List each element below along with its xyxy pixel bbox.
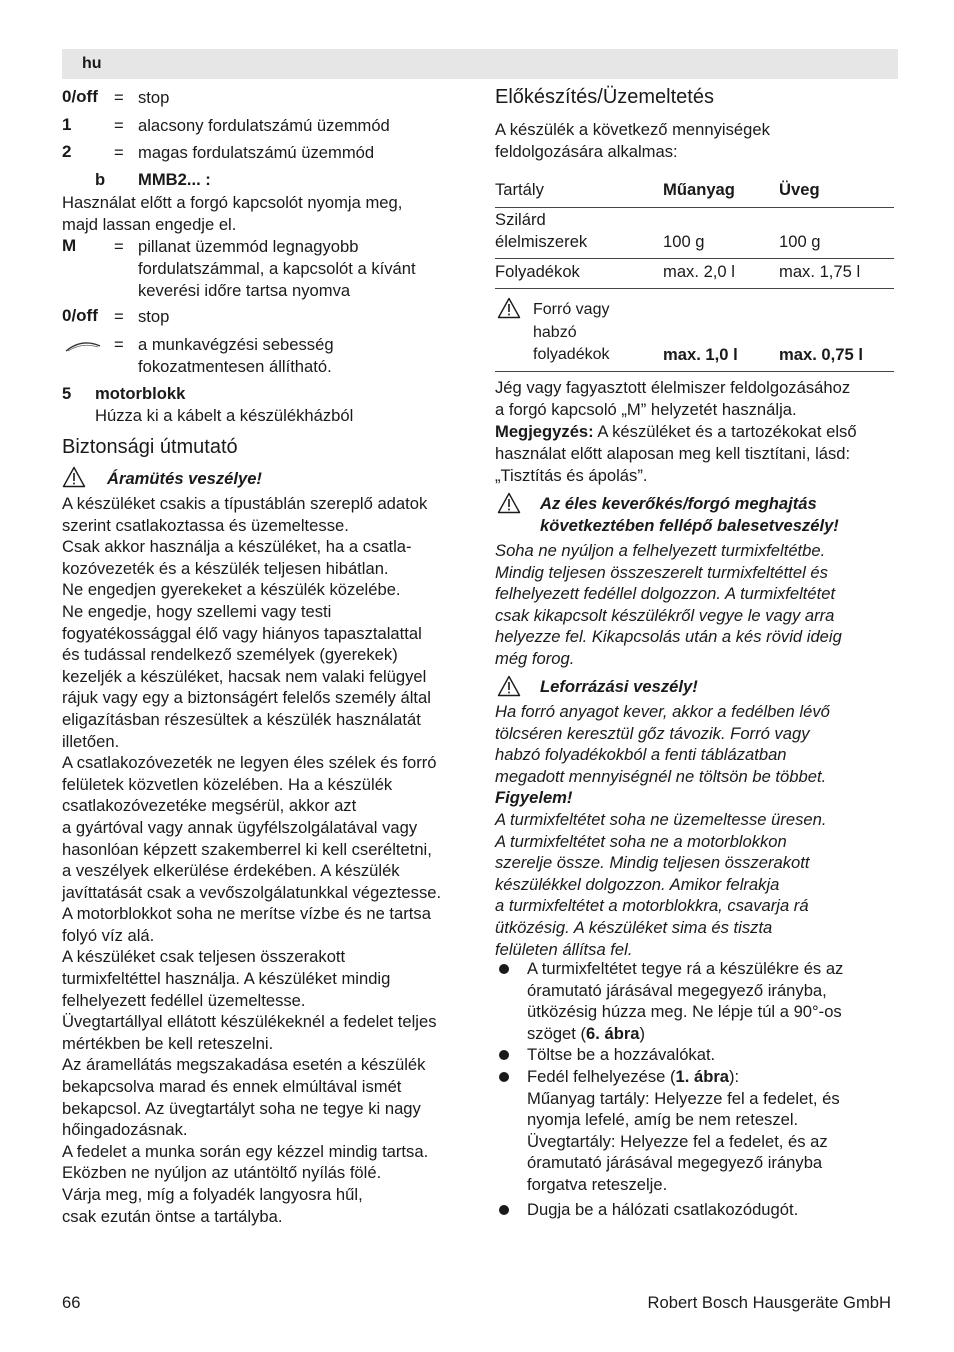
warning-icon — [497, 675, 521, 697]
safety-line: bekapcsolva marad és ennek elmúltával ismét — [62, 1077, 402, 1097]
safety-line: illetően. — [62, 731, 120, 751]
table-divider — [495, 258, 894, 259]
bullet-line: óramutató járásával megegyező irányba — [527, 1153, 823, 1173]
blade-warning: Az éles keverőkés/forgó meghajtás — [540, 494, 817, 513]
note-body: A készüléket és a tartozékokat első — [593, 422, 857, 441]
safety-line: felületek közvetlen közelében. Ha a készülék — [62, 774, 393, 794]
safety-line: A készüléket csakis a típustáblán szereplő adatok — [62, 494, 428, 513]
scald-text — [495, 701, 895, 960]
safety-line: Eközben ne nyúljon az utántöltő nyílás fölé. — [62, 1163, 382, 1183]
bullet-line — [527, 1066, 895, 1088]
mode-key: 1 — [62, 115, 72, 134]
scald-line: megadott mennyiségnél ne töltsön be többet. — [495, 766, 827, 786]
attention-label: Figyelem! — [495, 788, 573, 808]
bullet-line: forgatva reteszelje. — [527, 1174, 668, 1194]
bullet-line: A turmixfeltétet tegye rá a készülékre és az — [527, 959, 844, 978]
intro-text: A készülék a következő mennyiségek — [495, 120, 770, 139]
safety-line: kozóvezeték és a készülék teljesen hibátlan. — [62, 558, 389, 578]
off-eq: = — [114, 307, 124, 326]
mode-eq: = — [114, 116, 124, 135]
table-cell: folyadékok — [533, 346, 610, 363]
attention-line: a turmixfeltétet a motorblokkra, csavarja rá — [495, 896, 809, 916]
warning-icon — [497, 492, 521, 514]
safety-line: hőingadozásnak. — [62, 1120, 188, 1140]
safety-line: javíttatását csak a vevőszolgálatunkkal végeztesse. — [62, 882, 442, 902]
figure-ref: 1. ábra — [675, 1067, 730, 1086]
bullet-line — [527, 1023, 895, 1045]
table-divider — [495, 207, 894, 208]
bullet-line: ütközésig húzza meg. Ne lépje túl a 90°-os — [527, 1002, 842, 1022]
safety-line: A csatlakozóvezeték ne legyen éles szélek és forró — [62, 753, 437, 773]
dial-text: fokozatmentesen állítható. — [138, 357, 332, 376]
safety-line: kezeljék a készüléket, hacsak nem valaki felügyel — [62, 666, 427, 686]
bullet-item — [527, 1066, 895, 1196]
safety-line: csak ezután öntse a tartályba. — [62, 1206, 283, 1226]
m-eq: = — [114, 237, 124, 256]
safety-line: A motorblokkot soha ne merítse vízbe és ne tartsa — [62, 904, 431, 924]
safety-line: Üvegtartállyal ellátott készülékeknél a fedelet teljes — [62, 1012, 437, 1032]
warning-icon — [497, 297, 521, 319]
shock-warning: Áramütés veszélye! — [107, 469, 262, 488]
attention-line: A turmixfeltétet soha ne a motorblokkon — [495, 831, 787, 851]
mode-text: alacsony fordulatszámú üzemmód — [138, 116, 390, 135]
note-text: használat előtt alaposan meg kell tisztítani, lásd: — [495, 444, 851, 463]
bullet-line: Műanyag tartály: Helyezze fel a fedelet, és — [527, 1088, 840, 1108]
safety-line: Az áramellátás megszakadása esetén a készülék — [62, 1055, 426, 1075]
table-header: Tartály — [495, 180, 544, 199]
mode-text: magas fordulatszámú üzemmód — [138, 143, 375, 162]
safety-line: a gyártóval vagy annak ügyfélszolgálatával vagy — [62, 817, 418, 837]
blade-line: helyezze fel. Kikapcsolás után a kés rövid ideig — [495, 627, 842, 647]
table-header: Műanyag — [663, 180, 735, 199]
mode-eq: = — [114, 88, 124, 107]
scald-line: tölcséren keresztül gőz távozik. Forró vagy — [495, 723, 810, 743]
note-text: „Tisztítás és ápolás”. — [495, 466, 648, 485]
attention-line: felületen állítsa fel. — [495, 939, 633, 959]
safety-line: szerint csatlakoztassa és üzemeltesse. — [62, 515, 349, 535]
bullet-line: Üvegtartály: Helyezze fel a fedelet, és az — [527, 1131, 828, 1151]
b-text: majd lassan engedje el. — [62, 215, 237, 234]
attention-line: szerelje össze. Mindig teljesen összerakott — [495, 853, 810, 873]
attention-line: ütközésig. A készüléket sima és tiszta — [495, 917, 773, 937]
safety-line: folyó víz alá. — [62, 925, 155, 945]
blade-line: Soha ne nyúljon a felhelyezett turmixfeltétbe. — [495, 541, 826, 560]
safety-line: mértékben be kell reteszelni. — [62, 1033, 274, 1053]
table-cell: max. 0,75 l — [779, 345, 863, 364]
bullet-dot — [499, 1050, 509, 1060]
language-bar — [62, 49, 898, 79]
off-key: 0/off — [62, 306, 98, 325]
safety-line: hasonlóan képzett szakemberrel ki kell cseréltetni, — [62, 839, 432, 859]
bullet-dot — [499, 964, 509, 974]
blade-line: csak kikapcsolt készülékről vegye le vagy arra — [495, 605, 835, 625]
safety-line: Ne engedjen gyerekeket a készülék közelébe. — [62, 580, 401, 600]
safety-line: A fedelet a munka során egy kézzel mindig tartsa. — [62, 1141, 429, 1161]
attention-line: készülékkel dolgozzon. Amikor felrakja — [495, 874, 780, 894]
note-text — [495, 421, 895, 443]
scald-line: Ha forró anyagot kever, akkor a fedélben lévő — [495, 702, 830, 721]
off-text: stop — [138, 307, 170, 326]
safety-line: Ne engedje, hogy szellemi vagy testi — [62, 601, 332, 621]
speed-dial-icon — [64, 336, 102, 354]
safety-line: a veszélyek elkerülése érdekében. A készülék — [62, 861, 400, 881]
safety-heading: Biztonsági útmutató — [62, 436, 238, 458]
table-cell: max. 1,0 l — [663, 345, 738, 364]
m-text: fordulatszámmal, a kapcsolót a kívánt — [138, 259, 416, 278]
m-text: keverési időre tartsa nyomva — [138, 281, 351, 300]
bullet-dot — [499, 1072, 509, 1082]
safety-line: Várja meg, míg a folyadék langyosra hűl, — [62, 1185, 363, 1204]
b-title: MMB2... : — [138, 170, 211, 189]
bullet-text: ): — [729, 1067, 740, 1086]
b-text: Használat előtt a forgó kapcsolót nyomja meg, — [62, 193, 403, 212]
table-divider — [495, 371, 894, 372]
safety-line: csatlakozóvezetéke megsérül, akkor azt — [62, 796, 357, 816]
five-title: motorblokk — [95, 384, 186, 403]
bullet-line: nyomja lefelé, amíg be nem reteszel. — [527, 1110, 799, 1130]
mode-text: stop — [138, 88, 170, 107]
m-key: M — [62, 236, 77, 255]
five-key: 5 — [62, 384, 72, 403]
attention-line: A turmixfeltétet soha ne üzemeltesse üresen. — [495, 809, 827, 829]
scald-warning: Leforrázási veszély! — [540, 677, 698, 696]
dial-text: a munkavégzési sebesség — [138, 335, 334, 354]
table-header: Üveg — [779, 180, 820, 199]
safety-line: fogyatékossággal élő vagy hiányos tapasztalattal — [62, 623, 422, 643]
bullet-item — [527, 958, 895, 1044]
intro-text: feldolgozására alkalmas: — [495, 142, 678, 161]
scald-line: habzó folyadékokból a fenti táblázatban — [495, 745, 787, 765]
blade-line: még forog. — [495, 648, 575, 668]
bullet-dot — [499, 1205, 509, 1215]
safety-line: és tudással rendelkező személyek (gyerekek) — [62, 645, 398, 665]
m-text: pillanat üzemmód legnagyobb — [138, 237, 359, 256]
ice-text: Jég vagy fagyasztott élelmiszer feldolgozásához — [495, 378, 851, 397]
table-cell: Folyadékok — [495, 262, 580, 281]
note-label: Megjegyzés: — [495, 422, 594, 441]
bullet-item: Töltse be a hozzávalókat. — [527, 1045, 716, 1064]
blade-text — [495, 540, 895, 670]
blade-warning: következtében fellépő balesetveszély! — [540, 516, 839, 535]
table-cell: élelmiszerek — [495, 232, 588, 251]
blade-line: Mindig teljesen összeszerelt turmixfeltéttel és — [495, 562, 828, 582]
safety-line: felhelyezett fedéllel üzemeltesse. — [62, 990, 306, 1010]
warning-icon — [62, 466, 86, 488]
five-text: Húzza ki a kábelt a készülékházból — [95, 406, 354, 425]
mode-key: 2 — [62, 142, 72, 161]
safety-line: A készüléket csak teljesen összerakott — [62, 947, 346, 967]
safety-line: eligazításban részesültek a készülék használatát — [62, 709, 421, 729]
footer-company: Robert Bosch Hausgeräte GmbH — [647, 1293, 891, 1312]
table-cell: Forró vagy — [533, 301, 610, 318]
bullet-text: Fedél felhelyezése ( — [527, 1067, 676, 1086]
table-cell: habzó — [533, 324, 577, 341]
table-cell: 100 g — [779, 232, 821, 251]
mode-eq: = — [114, 143, 124, 162]
bullet-item: Dugja be a hálózati csatlakozódugót. — [527, 1200, 799, 1219]
safety-line: rájuk vagy egy a biztonságért felelős személy által — [62, 688, 431, 708]
ice-text: a forgó kapcsoló „M” helyzetét használja. — [495, 400, 797, 419]
b-label: b — [95, 170, 106, 189]
safety-line: turmixfeltéttel használja. A készüléket mindig — [62, 969, 391, 989]
prep-heading: Előkészítés/Üzemeltetés — [495, 86, 714, 108]
bullet-text: szöget ( — [527, 1023, 587, 1043]
language-code: hu — [82, 55, 102, 72]
page-number: 66 — [62, 1293, 81, 1312]
safety-line: Csak akkor használja a készüléket, ha a csatla- — [62, 537, 412, 557]
blade-line: felhelyezett fedéllel dolgozzon. A turmixfeltétet — [495, 584, 836, 604]
figure-ref: 6. ábra — [586, 1023, 640, 1043]
safety-line: bekapcsol. Az üvegtartályt soha ne tegye ki nagy — [62, 1098, 421, 1118]
table-cell: max. 2,0 l — [663, 262, 735, 281]
table-divider — [495, 288, 894, 289]
mode-key: 0/off — [62, 87, 98, 106]
table-cell: Szilárd — [495, 210, 546, 229]
table-cell: 100 g — [663, 232, 705, 251]
bullet-line: óramutató járásával megegyező irányba, — [527, 980, 827, 1000]
bullet-text: ) — [639, 1023, 646, 1043]
dial-eq: = — [114, 335, 124, 354]
table-cell: max. 1,75 l — [779, 262, 861, 281]
safety-text — [62, 493, 466, 1227]
